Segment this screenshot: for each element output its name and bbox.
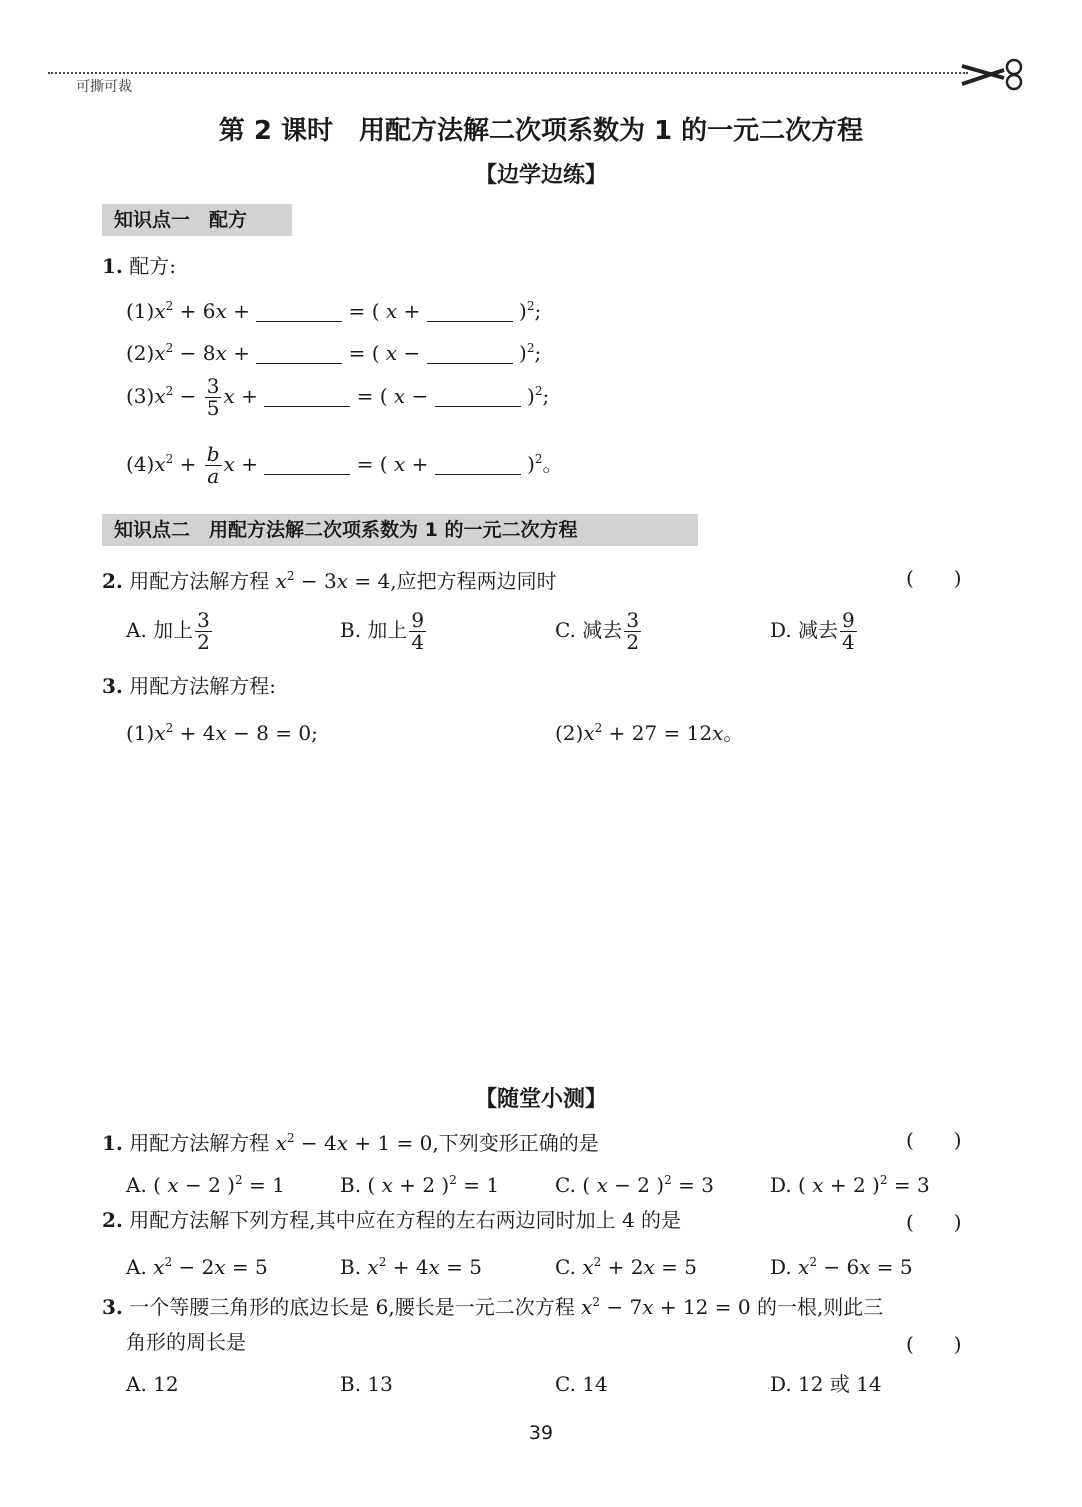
cut-line: [48, 72, 968, 74]
answer-blank[interactable]: [427, 345, 513, 364]
t1-option-c[interactable]: C. ( x − 2 )$^2$ = 3: [555, 1173, 714, 1197]
answer-blank[interactable]: [435, 456, 521, 475]
q2-answer-paren[interactable]: ( ): [906, 566, 962, 590]
q2-option-c[interactable]: C. 减去 $\frac{3}{2}$: [555, 608, 640, 654]
q1-part-4: $(4)x^2$ + $\frac{b}{a}$ x + = ( x + )$^2$。: [126, 442, 563, 488]
t2-option-a[interactable]: A. $x^2 - 2x = 5$: [126, 1255, 268, 1279]
t1-option-d[interactable]: D. ( x + 2 )$^2$ = 3: [770, 1173, 930, 1197]
q3-work-area[interactable]: [102, 750, 982, 1070]
section-heading-quiz: 【随堂小测】: [474, 1087, 607, 1112]
t1-stem: 1. 用配方法解方程 $x^2 - 4x + 1 = 0$,下列变形正确的是: [102, 1131, 599, 1155]
t2-option-c[interactable]: C. $x^2 + 2x = 5$: [555, 1255, 697, 1279]
answer-blank[interactable]: [256, 303, 342, 322]
q2-option-d[interactable]: D. 减去 $\frac{9}{4}$: [770, 608, 855, 654]
t2-answer-paren[interactable]: ( ): [906, 1210, 962, 1234]
t3-option-a[interactable]: A. 12: [126, 1372, 179, 1396]
t3-option-d[interactable]: D. 12 或 14: [770, 1372, 882, 1396]
q3-part-1: $(1)x^2 + 4x - 8 = 0$;: [126, 721, 318, 745]
q2-option-a[interactable]: A. 加上 $\frac{3}{2}$: [126, 608, 210, 654]
page-title: 第 2 课时 用配方法解二次项系数为 1 的一元二次方程: [218, 116, 864, 146]
t2-stem: 2. 用配方法解下列方程,其中应在方程的左右两边同时加上 4 的是: [102, 1208, 682, 1232]
t3-stem: 3. 一个等腰三角形的底边长是 6,腰长是一元二次方程 $x^2 - 7x + 12 = 0$ 的一根,则此三: [102, 1295, 884, 1319]
page-number: 39: [528, 1422, 554, 1444]
cut-label: 可撕可裁: [76, 79, 132, 95]
t3-answer-paren[interactable]: ( ): [906, 1332, 962, 1356]
t1-option-a[interactable]: A. ( x − 2 )$^2$ = 1: [126, 1173, 285, 1197]
t3-option-c[interactable]: C. 14: [555, 1372, 608, 1396]
answer-blank[interactable]: [427, 303, 513, 322]
q3-stem: 3. 用配方法解方程:: [102, 674, 276, 698]
q1-part-2: $(2)x^2 - 8x$ + = ( x − )$^2$;: [126, 341, 542, 365]
knowledge-point-2-bar: 知识点二 用配方法解二次项系数为 1 的一元二次方程: [102, 514, 698, 546]
scissors-icon: [960, 56, 1030, 92]
answer-blank[interactable]: [435, 388, 521, 407]
section-heading-practice: 【边学边练】: [474, 163, 607, 188]
t3-stem-line2: 角形的周长是: [126, 1330, 246, 1354]
q3-part-2: $(2)x^2 + 27 = 12x$。: [555, 721, 744, 745]
q1-part-3: $(3)x^2$ − $\frac{3}{5}$ x + = ( x − )$^2$;: [126, 374, 550, 420]
q1-part-1: $(1)x^2 + 6x$ + = ( x + )$^2$;: [126, 299, 542, 323]
t1-answer-paren[interactable]: ( ): [906, 1128, 962, 1152]
q2-option-b[interactable]: B. 加上 $\frac{9}{4}$: [340, 608, 425, 654]
t3-option-b[interactable]: B. 13: [340, 1372, 393, 1396]
t2-option-d[interactable]: D. $x^2 - 6x = 5$: [770, 1255, 913, 1279]
t2-option-b[interactable]: B. $x^2 + 4x = 5$: [340, 1255, 483, 1279]
answer-blank[interactable]: [264, 388, 350, 407]
t1-option-b[interactable]: B. ( x + 2 )$^2$ = 1: [340, 1173, 500, 1197]
answer-blank[interactable]: [256, 345, 342, 364]
q2-stem: 2. 用配方法解方程 $x^2 - 3x = 4$,应把方程两边同时: [102, 569, 557, 593]
answer-blank[interactable]: [264, 456, 350, 475]
knowledge-point-1-bar: 知识点一 配方: [102, 204, 292, 236]
q1-stem: 1. 配方:: [102, 254, 176, 278]
